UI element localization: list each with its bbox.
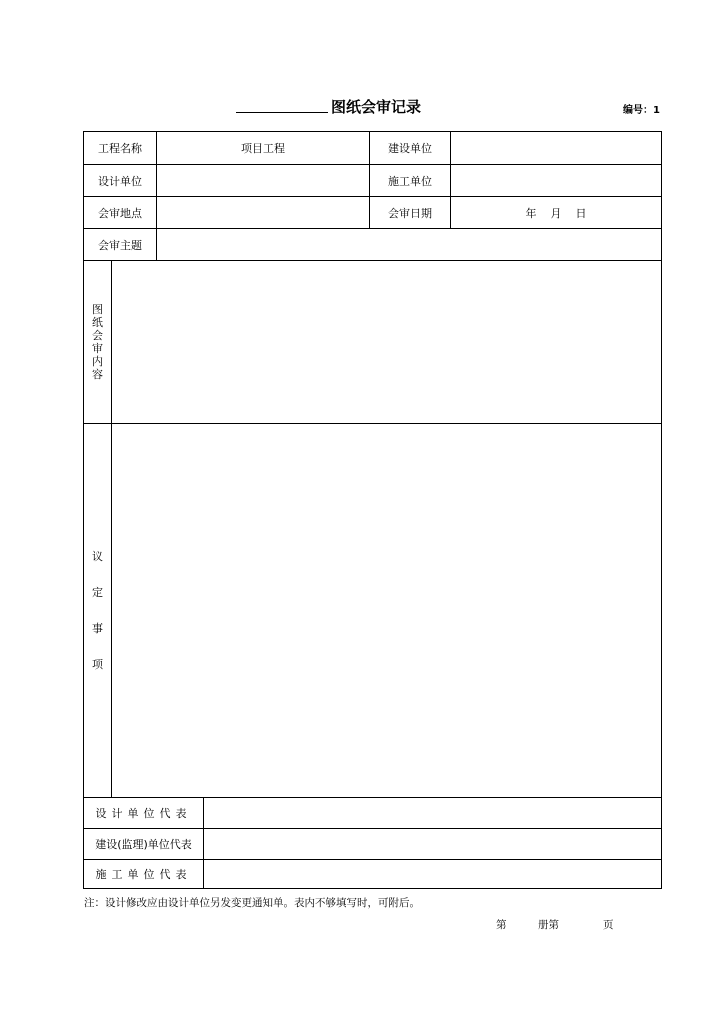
review-content-field[interactable] xyxy=(112,261,661,423)
review-content-label: 图 纸 会 审 内 容 xyxy=(92,303,103,381)
project-name-field[interactable]: 项目工程 xyxy=(241,142,285,155)
volume-prefix: 第 xyxy=(496,919,507,931)
title-project-blank xyxy=(236,112,328,113)
builder-label: 建设单位 xyxy=(388,142,432,155)
page-title: 图纸会审记录 xyxy=(331,98,422,116)
builder-field[interactable] xyxy=(451,132,661,164)
review-record-form xyxy=(83,131,662,889)
date-label: 会审日期 xyxy=(388,206,432,220)
location-label: 会审地点 xyxy=(98,206,142,220)
resolutions-field[interactable] xyxy=(112,424,661,797)
topic-label: 会审主题 xyxy=(98,238,142,252)
contractor-rep-label: 施工单位代表 xyxy=(95,868,192,881)
design-rep-label: 设计单位代表 xyxy=(95,807,192,820)
topic-field[interactable] xyxy=(157,229,661,260)
location-field[interactable] xyxy=(157,197,369,228)
designer-field[interactable] xyxy=(157,165,369,196)
contractor-rep-field[interactable] xyxy=(204,860,661,888)
footnote: 注：设计修改应由设计单位另发变更通知单。表内不够填写时，可附后。 xyxy=(84,897,420,909)
owner-rep-field[interactable] xyxy=(204,829,661,859)
contractor-label: 施工单位 xyxy=(388,174,432,188)
contractor-field[interactable] xyxy=(451,165,661,196)
record-number: 编号：1 xyxy=(623,105,660,116)
volume-page-middle: 册第 xyxy=(538,919,559,931)
designer-label: 设计单位 xyxy=(98,174,142,188)
page-suffix: 页 xyxy=(603,919,614,931)
owner-rep-label: 建设(监理)单位代表 xyxy=(95,838,192,851)
design-rep-field[interactable] xyxy=(204,798,661,828)
project-name-label: 工程名称 xyxy=(98,142,142,155)
resolutions-label: 议 定 事 项 xyxy=(92,549,103,671)
date-field[interactable]: 年 月 日 xyxy=(525,206,587,220)
